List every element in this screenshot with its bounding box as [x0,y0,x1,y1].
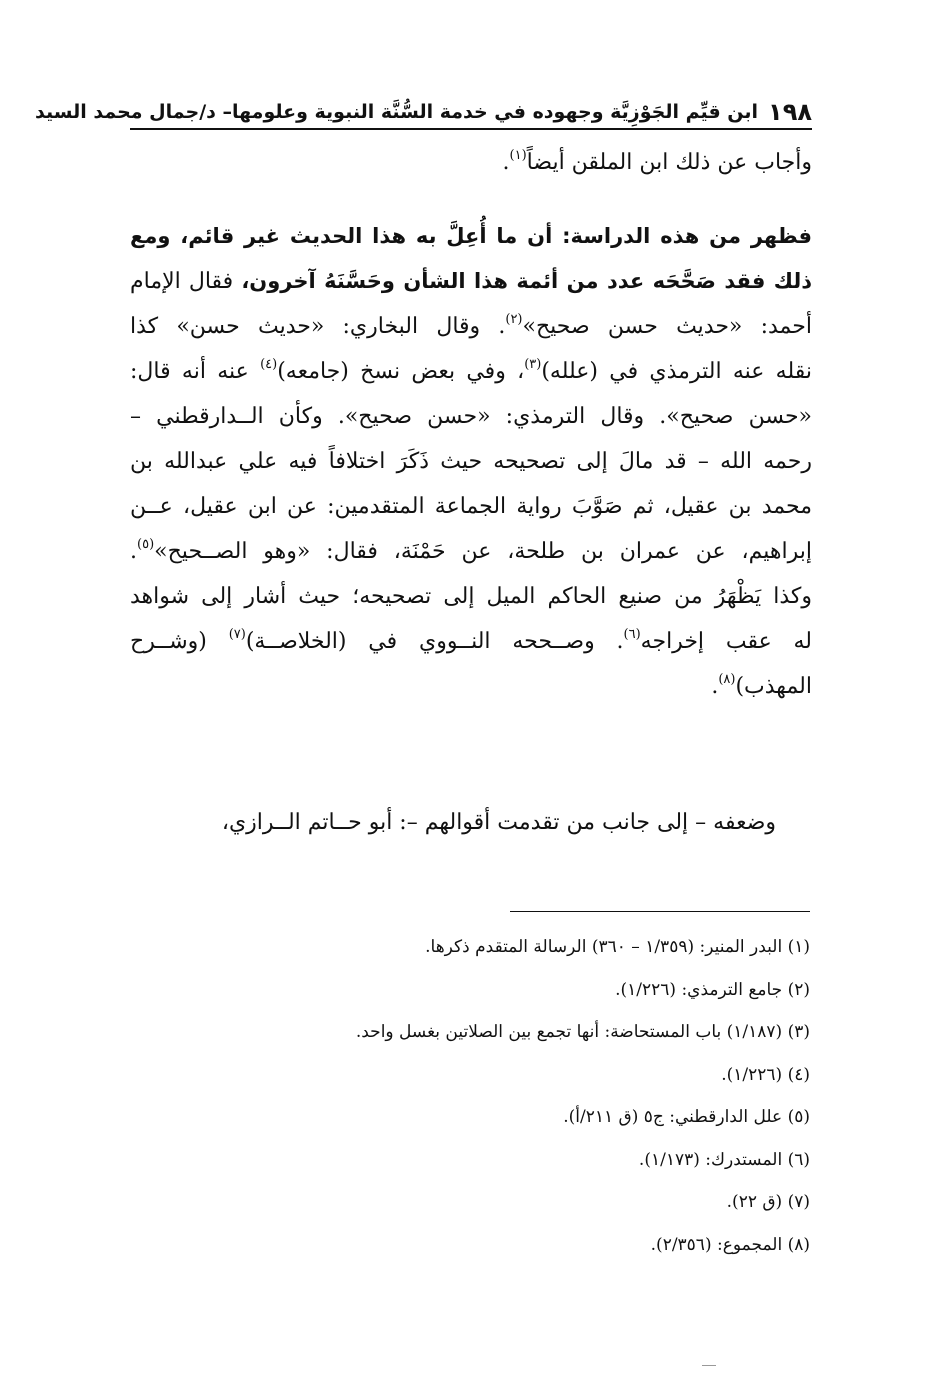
footnote-2: (٢) جامع الترمذي: (١/٢٢٦). [615,979,810,1000]
text-line: إبراهيم، عن عمران بن طلحة، عن حَمْنَة، فقال: «وهو الصــحيح»$^{(٥)}$. [130,537,812,564]
text-line: فظهر من هذه الدراسة: أن ما أُعِلَّ به هذا الحديث غير قائم، ومع [130,224,812,248]
text-line: وأجاب عن ذلك ابن الملقن أيضاً$^{(١)}$. [502,148,812,175]
text-line: نقله عنه الترمذي في (علله)$^{(٣)}$، وفي بعض نسخ (جامعه)$^{(٤)}$ عنه أنه قال: [130,357,813,384]
text-line: رحمه الله – قد مالَ إلى تصحيحه حيث ذَكَرَ اختلافاً فيه علي عبدالله بن [130,449,812,474]
text-line: له عقب إخراجه$^{(٦)}$. وصــححه النــووي في (الخلاصــة)$^{(٧)}$ (وشــرح [130,627,812,654]
footnote-1: (١) البدر المنير: (١/٣٥٩ – ٣٦٠) الرسالة المتقدم ذكرها. [425,937,810,957]
footnote-ref[interactable]: (٦) [623,627,641,642]
footnote-ref[interactable]: (٢) [505,312,523,327]
text-line: وكذا يَظْهَرُ من صنيع الحاكم الميل إلى تصحيحه؛ حيث أشار إلى شواهد [130,584,812,609]
footnote-ref[interactable]: (١) [509,148,527,163]
page-header [35,92,812,130]
footnote-3: (٣) (١/١٨٧) باب المستحاضة: أنها تجمع بين الصلاتين بغسل واحد. [355,1022,810,1042]
text-line: ذلك فقد صَحَّحَه عدد من أئمة هذا الشأن وحَسَّنَهُ آخرون، فقال الإمام [130,269,812,294]
page-number: ١٩٨ [768,98,812,126]
text-line: محمد بن عقيل، ثم صَوَّبَ رواية الجماعة المتقدمين: عن ابن عقيل، عــن [130,494,812,519]
footnote-ref[interactable]: (٥) [137,537,155,552]
text-line: المهذب)$^{(٨)}$. [711,672,812,699]
footnote-ref[interactable]: (٨) [718,672,736,687]
footnote-7: (٧) (ق ٢٢). [726,1192,810,1212]
running-title: ابن قيِّم الجَوْزِيَّة وجهوده في خدمة السُّنَّة النبوية وعلومها– د/جمال محمد السيد [35,101,759,123]
footnote-separator [510,911,810,912]
footnote-4: (٤) (١/٢٢٦). [721,1064,810,1085]
footnote-ref[interactable]: (٧) [228,627,246,642]
scan-mark [702,1365,716,1366]
footnote-8: (٨) المجموع: (٢/٣٥٦). [650,1234,810,1255]
paragraph-3 [130,800,812,845]
text-line: أحمد: «حديث حسن صحيح»$^{(٢)}$. وقال البخاري: «حديث حسن» كذا [130,312,812,339]
paragraph-1 [130,140,812,185]
footnotes [130,926,810,1266]
footnote-ref[interactable]: (٣) [524,357,542,372]
paragraph-2 [130,214,812,709]
footnote-ref[interactable]: (٤) [260,357,278,372]
text-line: وضعفه – إلى جانب من تقدمت أقوالهم –: أبو حــاتم الــرازي، [221,810,776,835]
footnote-6: (٦) المستدرك: (١/١٧٣). [638,1149,810,1170]
footnote-5: (٥) علل الدارقطني: ج٥ (ق ٢١١/أ). [563,1107,810,1127]
text-line: «حسن صحيح». وقال الترمذي: «حسن صحيح». وكأن الــدارقطني – [130,404,812,429]
